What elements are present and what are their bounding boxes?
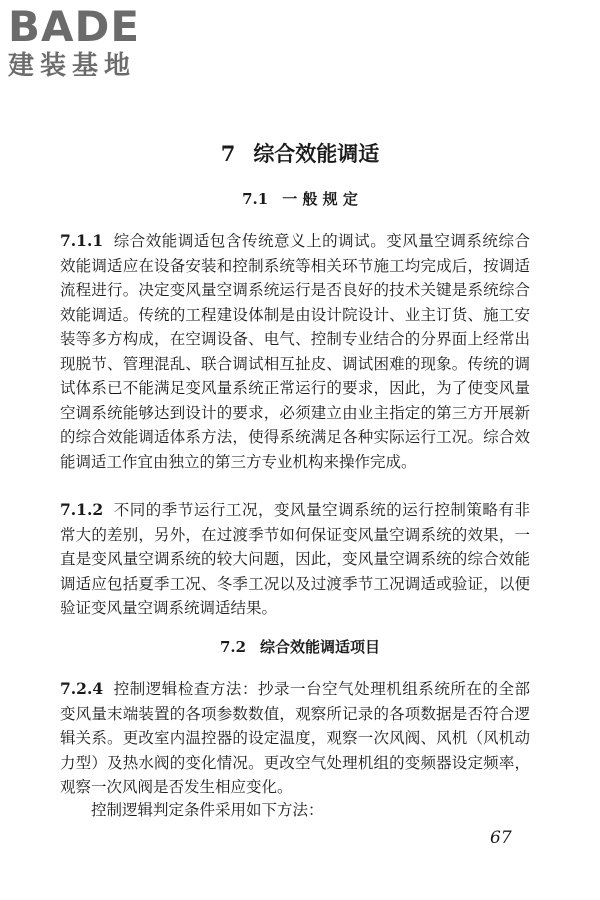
clause-text: 不同的季节运行工况，变风量空调系统的运行控制策略有非常大的差别，另外，在过渡季节如何保证变风量空调系统的效果，一直是变风量空调系统的较大问题，因此，变风量空调系统的综合效能调适应包括夏季工况、冬季工况以及过渡季节工况调适或验证，以便验证变风量空调系统调适结果。 [60, 501, 530, 617]
clause-paragraph [60, 677, 530, 800]
clause-number: 7.1.2 [60, 500, 104, 519]
clause-number: 7.2.4 [60, 679, 104, 698]
trailing-paragraph: 控制逻辑判定条件采用如下方法： [91, 801, 324, 819]
clause-paragraph [60, 498, 530, 621]
watermark-logo-text: BADE [8, 2, 141, 51]
section-title-text: 综合效能调适项目 [260, 638, 381, 656]
section-title [0, 188, 600, 210]
clause-paragraph [60, 229, 530, 474]
chapter-number: 7 [220, 141, 236, 166]
watermark-logo [8, 4, 178, 82]
section-title [0, 636, 600, 658]
page-number: 67 [490, 828, 512, 848]
section-number: 7.2 [219, 638, 247, 656]
chapter-title-text: 综合效能调适 [253, 141, 380, 166]
section-number: 7.1 [242, 190, 269, 208]
watermark-sub-text: 建装基地 [8, 51, 137, 81]
section-title-text: 一 般 规 定 [282, 190, 358, 208]
clause-number: 7.1.1 [60, 231, 104, 250]
clause-text: 综合效能调适包含传统意义上的调试。变风量空调系统综合效能调适应在设备安装和控制系统等相关环节施工均完成后，按调适流程进行。决定变风量空调系统运行是否良好的技术关键是系统综合效能调适。传统的工程建设体制是由设计院设计、业主订货、施工安装等多方构成，在空调设备、电气、控制专业结合的分界面上经常出现脱节、管理混乱、联合调试相互扯皮、调试困难的现象。传统的调试体系已不能满足变风量系统正常运行的要求，因此，为了使变风量空调系统能够达到设计的要求，必须建立由业主指定的第三方开展新的综合效能调适体系方法，使得系统满足各种实际运行工况。综合效能调适工作宜由独立的第三方专业机构来操作完成。 [60, 232, 530, 471]
clause-text: 控制逻辑检查方法：抄录一台空气处理机组系统所在的全部变风量末端装置的各项参数数值，观察所记录的各项数据是否符合逻辑关系。更改室内温控器的设定温度，观察一次风阀、风机（风机动力型）及热水阀的变化情况。更改空气处理机组的变频器设定频率，观察一次风阀是否发生相应变化。 [60, 680, 530, 796]
chapter-title [0, 140, 600, 168]
